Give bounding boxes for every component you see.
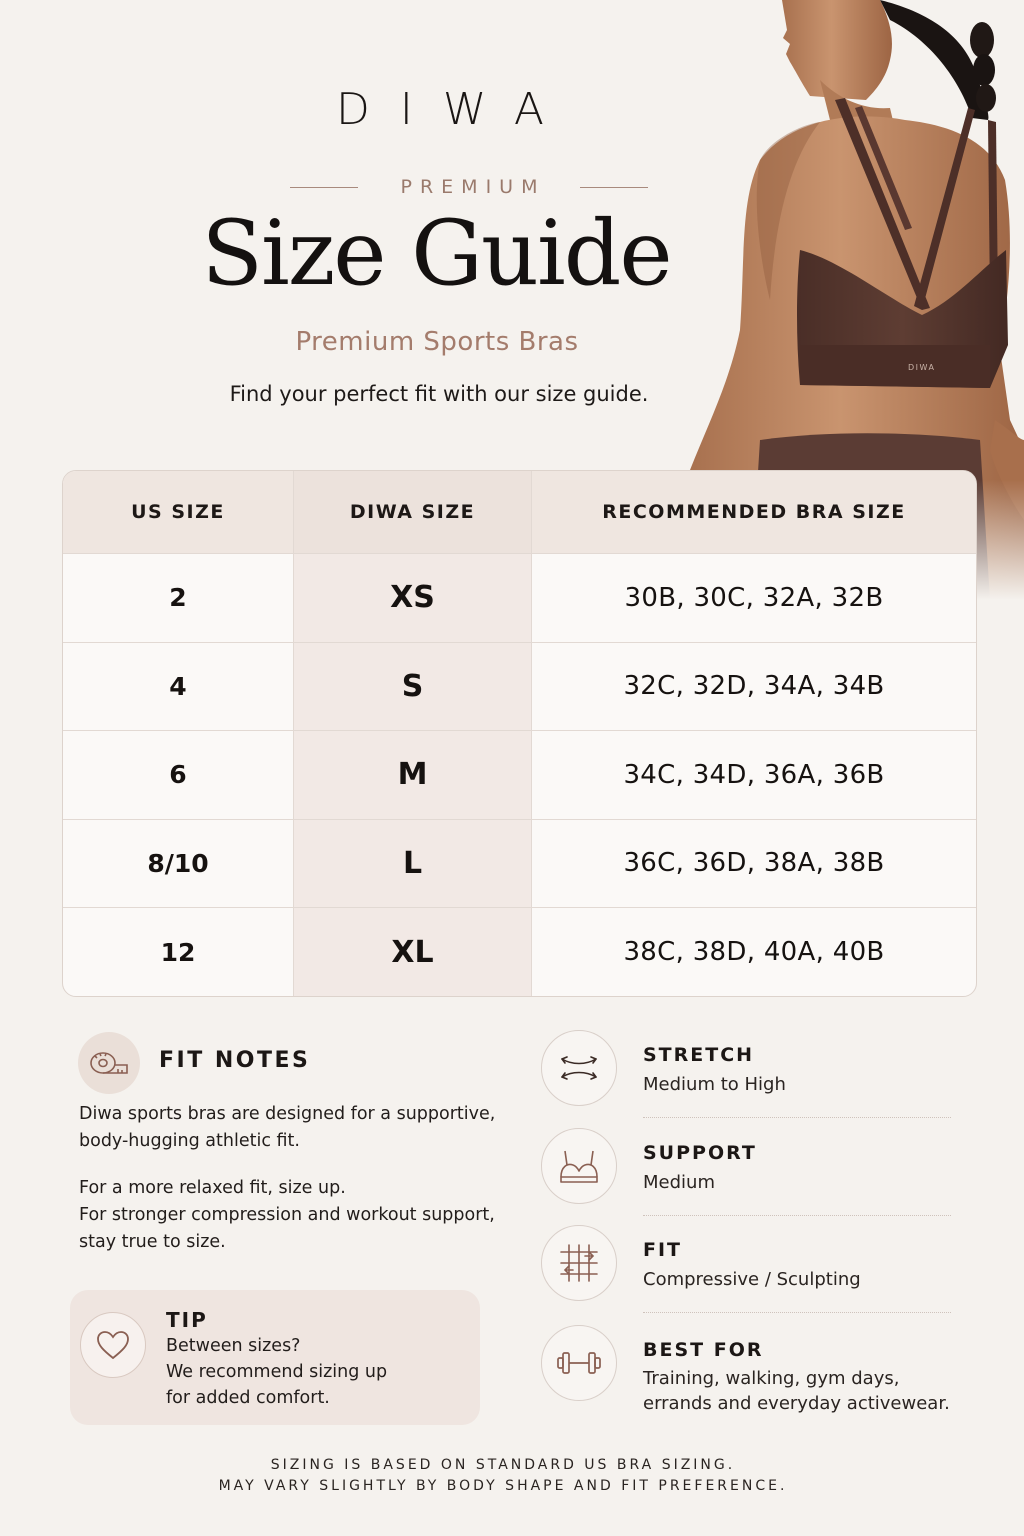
eyebrow [290,176,648,198]
tip-card [70,1290,480,1425]
header-diwa-size: DIWA SIZE [294,471,532,553]
page-title: Size Guide [201,201,671,306]
eyebrow-rule-right [580,187,648,188]
us-size-cell: 12 [63,908,294,997]
diwa-size-cell: L [294,820,532,908]
eyebrow-label: PREMIUM [400,176,546,198]
size-table [62,470,977,997]
dumbbell-icon [541,1325,617,1401]
table-row [63,643,976,732]
table-row [63,554,976,643]
fit-notes-line: stay true to size. [79,1232,226,1252]
tip-line: for added comfort. [166,1388,330,1408]
bra-size-cell: 38C, 38D, 40A, 40B [623,937,885,968]
bra-size-cell: 30B, 30C, 32A, 32B [624,582,884,613]
bra-icon [541,1128,617,1204]
table-row [63,731,976,820]
us-size-cell: 2 [63,554,294,642]
feature-title: BEST FOR [643,1339,764,1361]
feature-stretch [541,1030,961,1120]
fit-notes-title: FIT NOTES [159,1048,311,1073]
diwa-size-cell: XS [294,554,532,642]
feature-title: STRETCH [643,1044,755,1066]
feature-text: errands and everyday activewear. [643,1393,950,1414]
us-size-cell: 8/10 [63,820,294,908]
divider [643,1117,951,1118]
header-bra-size: RECOMMENDED BRA SIZE [602,501,906,523]
page-subtitle: Premium Sports Bras [295,327,579,357]
footer-disclaimer: MAY VARY SLIGHTLY BY BODY SHAPE AND FIT PREFERENCE. [218,1478,788,1494]
fit-notes-line: body-hugging athletic fit. [79,1131,300,1151]
table-row [63,820,976,909]
fit-notes-line: Diwa sports bras are designed for a supportive, [79,1104,496,1124]
stretch-arrows-icon [541,1030,617,1106]
feature-fit [541,1225,961,1315]
brand-logo: DIWA [335,84,575,135]
feature-text: Training, walking, gym days, [643,1368,900,1389]
divider [643,1312,951,1313]
grid-compression-icon [541,1225,617,1301]
tip-line: Between sizes? [166,1336,301,1356]
feature-text: Compressive / Sculpting [643,1269,861,1290]
footer-disclaimer: SIZING IS BASED ON STANDARD US BRA SIZING. [270,1457,736,1473]
measuring-tape-icon [78,1032,140,1094]
fit-notes-line: For a more relaxed fit, size up. [79,1178,346,1198]
bra-size-cell: 34C, 34D, 36A, 36B [623,759,885,790]
table-header-row [63,471,976,554]
divider [643,1215,951,1216]
table-row [63,908,976,997]
bra-size-cell: 36C, 36D, 38A, 38B [623,848,885,879]
us-size-cell: 4 [63,643,294,731]
diwa-size-cell: XL [294,908,532,997]
feature-title: FIT [643,1239,683,1261]
feature-text: Medium to High [643,1074,786,1095]
tip-line: We recommend sizing up [166,1362,388,1382]
bra-size-cell: 32C, 32D, 34A, 34B [623,671,885,702]
feature-text: Medium [643,1172,715,1193]
bra-label: DIWA [908,363,936,372]
diwa-size-cell: M [294,731,532,819]
intro-text: Find your perfect fit with our size guide. [229,382,649,406]
us-size-cell: 6 [63,731,294,819]
fit-notes-line: For stronger compression and workout support, [79,1205,495,1225]
diwa-size-cell: S [294,643,532,731]
header-us-size: US SIZE [63,471,294,553]
feature-title: SUPPORT [643,1142,757,1164]
eyebrow-rule-left [290,187,358,188]
tip-title: TIP [166,1308,208,1332]
feature-support [541,1128,961,1218]
feature-best-for [541,1325,961,1415]
heart-icon [80,1312,146,1378]
